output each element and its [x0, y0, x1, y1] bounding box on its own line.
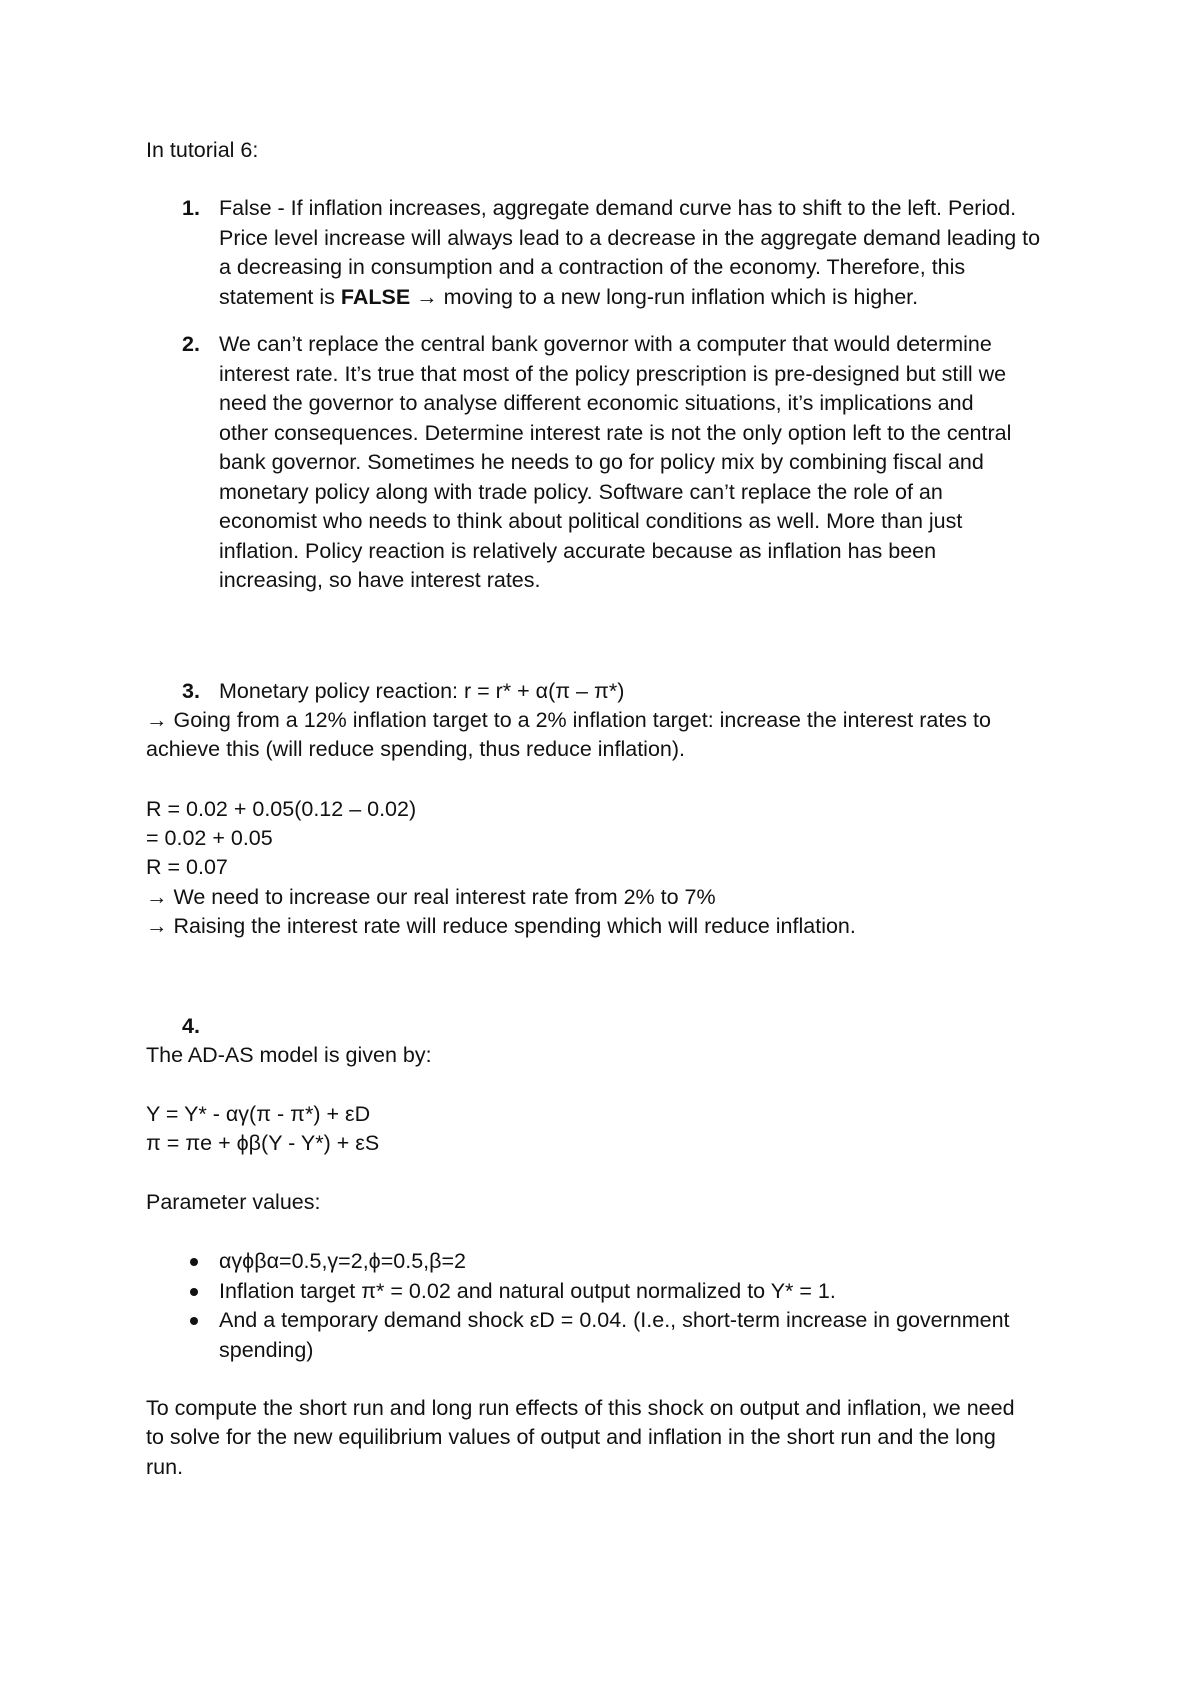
answer-1-line: False - If inflation increases, aggregate demand curve has to shift to the left. Period.: [219, 196, 1017, 220]
calc-line-3: R = 0.07: [146, 855, 228, 879]
answer-3-number: 3.: [182, 679, 200, 703]
closing-line-1: To compute the short run and long run effects of this shock on output and inflation, we need: [146, 1396, 1015, 1420]
answer-2-line: We can’t replace the central bank governor with a computer that would determine: [219, 332, 992, 356]
answer-2-line: monetary policy along with trade policy. Software can’t replace the role of an: [219, 479, 943, 504]
answer-2-line: bank governor. Sometimes he needs to go for policy mix by combining fiscal and: [219, 450, 984, 474]
answer-2-line: other consequences. Determine interest rate is not the only option left to the central: [219, 420, 1012, 445]
list-item: [146, 1306, 1086, 1365]
ad-equation: Y = Y* - αγ(π - π*) + εD: [146, 1102, 371, 1126]
answer-3-arrow-line: → Going from a 12% inflation target to a 2% inflation target: increase the interest rates to: [146, 708, 991, 732]
answer-2-line: economist who needs to think about political conditions as well. More than just: [219, 509, 963, 533]
answer-1-number: 1.: [182, 196, 200, 220]
list-item: [146, 1247, 1086, 1277]
as-equation: π = πe + ϕβ(Y - Y*) + εS: [146, 1131, 380, 1155]
monetary-policy-rule: Monetary policy reaction: r = r* + α(π – π*): [219, 679, 625, 703]
conclusion-line-2: → Raising the interest rate will reduce spending which will reduce inflation.: [146, 914, 856, 938]
list-item-text: αγϕβα=0.5,γ=2,ϕ=0.5,β=2: [219, 1249, 467, 1273]
bullet-icon: [190, 1288, 198, 1296]
list-item: [146, 1277, 1086, 1307]
closing-line-2: to solve for the new equilibrium values of output and inflation in the short run and the long: [146, 1425, 996, 1449]
conclusion-line-1: → We need to increase our real interest rate from 2% to 7%: [146, 885, 716, 909]
answer-2-line: interest rate. It’s true that most of the policy prescription is pre-designed but still we: [219, 361, 1007, 386]
answer-2: [146, 330, 1086, 596]
answer-1-line: a decreasing in consumption and a contraction of the economy. Therefore, this: [219, 255, 966, 279]
heading: In tutorial 6:: [146, 138, 259, 162]
answer-4-number: 4.: [182, 1014, 200, 1038]
answer-1-line: [219, 283, 1086, 313]
arrow-icon: →: [416, 284, 438, 309]
answer-2-line: inflation. Policy reaction is relatively accurate because as inflation has been: [219, 538, 937, 563]
answer-1-text: statement is: [219, 284, 341, 309]
closing-line-3: run.: [146, 1455, 184, 1479]
calc-line-1: R = 0.02 + 0.05(0.12 – 0.02): [146, 797, 417, 821]
answer-3: [146, 677, 1086, 707]
answer-3-arrow-line-cont: achieve this (will reduce spending, thus reduce inflation).: [146, 737, 685, 761]
answer-1-text: moving to a new long-run inflation which is higher.: [437, 284, 919, 309]
parameter-label: Parameter values:: [146, 1190, 321, 1214]
ad-as-intro: The AD-AS model is given by:: [146, 1043, 432, 1067]
list-item-text: spending): [219, 1337, 314, 1362]
parameter-list: [146, 1247, 1086, 1365]
answer-2-number: 2.: [182, 332, 200, 356]
answer-1: [146, 194, 1086, 312]
bullet-icon: [190, 1258, 198, 1266]
bullet-icon: [190, 1317, 198, 1325]
answer-2-line: increasing, so have interest rates.: [219, 568, 541, 592]
answer-2-line: need the governor to analyse different economic situations, it’s implications and: [219, 391, 974, 415]
list-item-text: And a temporary demand shock εD = 0.04. (I.e., short-term increase in government: [219, 1308, 1010, 1332]
answer-1-line: Price level increase will always lead to a decrease in the aggregate demand leading to: [219, 225, 1041, 250]
false-emphasis: FALSE: [340, 284, 411, 309]
calc-line-2: = 0.02 + 0.05: [146, 826, 273, 850]
list-item-text: Inflation target π* = 0.02 and natural output normalized to Y* = 1.: [219, 1278, 836, 1303]
